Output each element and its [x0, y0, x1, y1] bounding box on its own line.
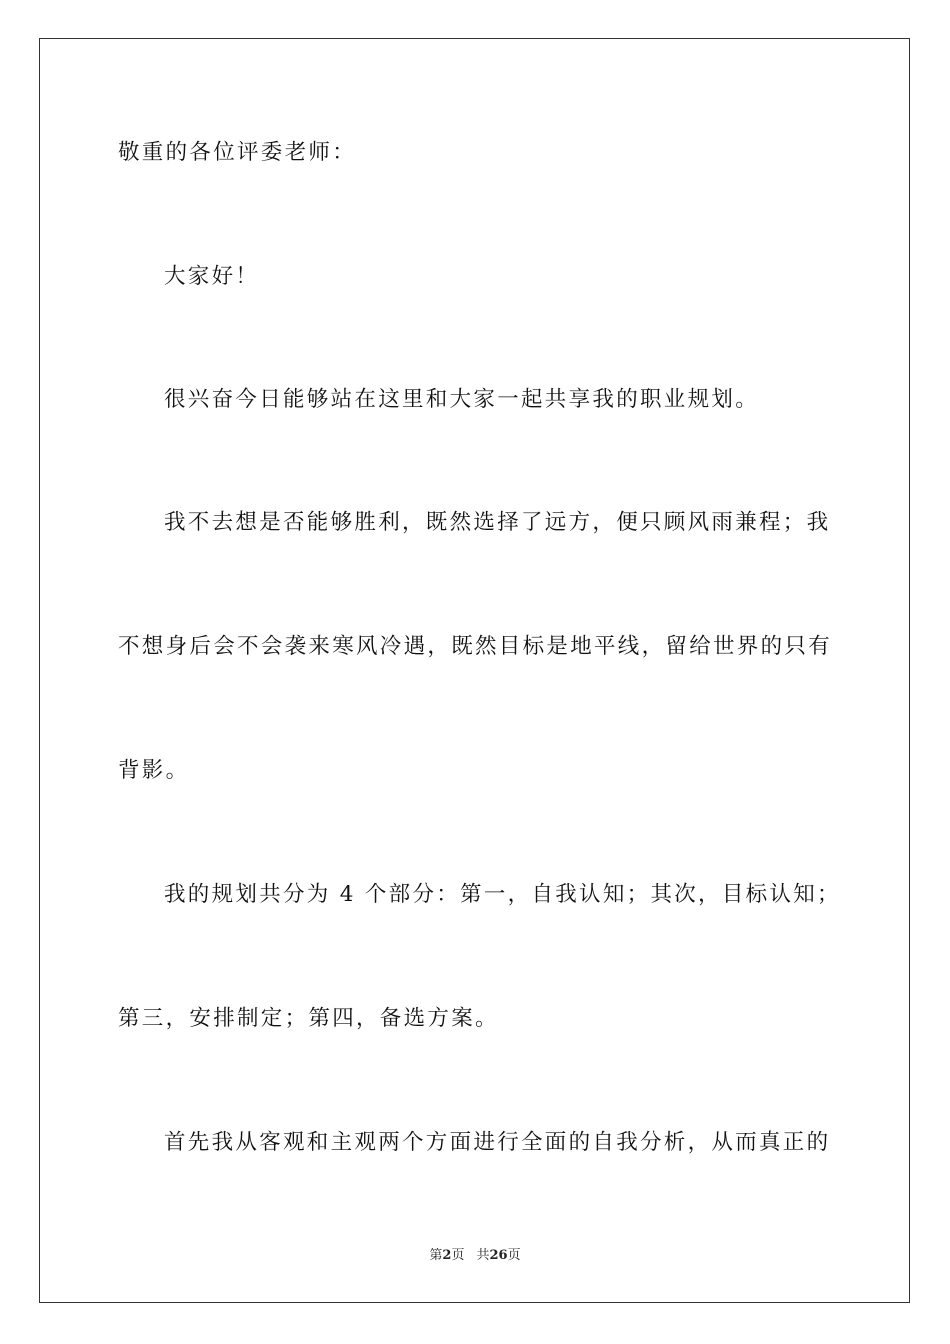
paragraph-line: 我不去想是否能够胜利，既然选择了远方，便只顾风雨兼程；我	[164, 510, 831, 535]
footer-total-suffix: 页	[507, 1248, 521, 1263]
footer-page-prefix: 第	[429, 1248, 443, 1263]
footer-total-pages: 26	[489, 1248, 508, 1263]
paragraph-line: 背影。	[118, 758, 190, 783]
footer-page-number: 2	[442, 1248, 452, 1263]
page-footer	[0, 1247, 950, 1265]
paragraph-line: 很兴奋今日能够站在这里和大家一起共享我的职业规划。	[164, 387, 760, 412]
footer-page-suffix: 页	[451, 1248, 465, 1263]
salutation-line: 敬重的各位评委老师：	[118, 140, 357, 165]
paragraph-line: 我的规划共分为 4 个部分：第一，自我认知；其次，目标认知；	[164, 882, 841, 907]
page-border	[39, 38, 910, 1303]
paragraph-line: 第三，安排制定；第四，备选方案。	[118, 1006, 499, 1031]
footer-total-prefix: 共	[476, 1248, 490, 1263]
paragraph-line: 不想身后会不会袭来寒风冷遇，既然目标是地平线，留给世界的只有	[118, 634, 833, 659]
greeting-line: 大家好！	[164, 264, 260, 289]
paragraph-line: 首先我从客观和主观两个方面进行全面的自我分析，从而真正的	[164, 1130, 831, 1155]
